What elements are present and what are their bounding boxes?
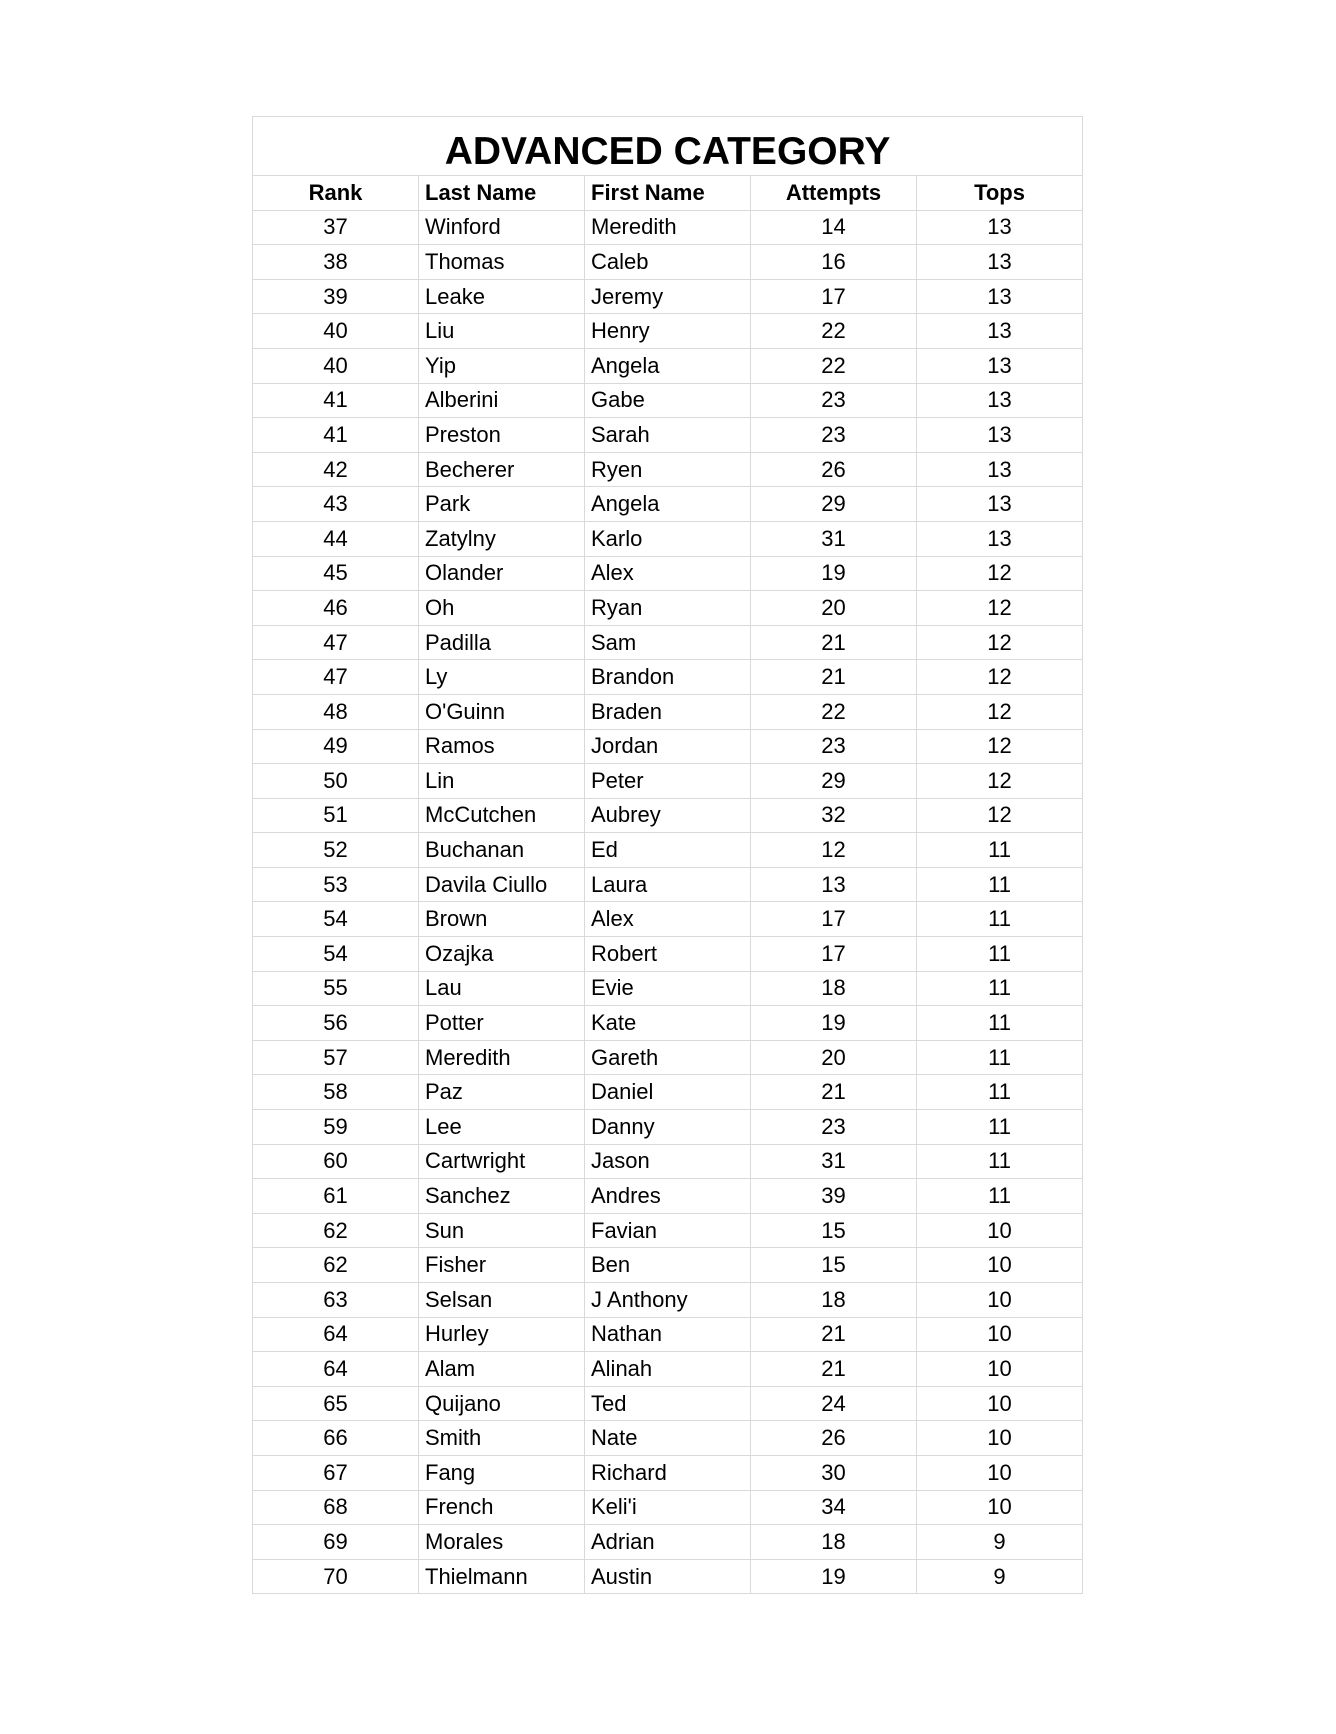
attempts-cell: 21 (751, 625, 917, 660)
table-row (253, 487, 1083, 522)
table-row (253, 764, 1083, 799)
attempts-cell: 23 (751, 729, 917, 764)
last-name-cell: Liu (419, 314, 585, 349)
tops-cell: 12 (917, 798, 1083, 833)
attempts-cell: 20 (751, 591, 917, 626)
first-name-cell: Aubrey (585, 798, 751, 833)
attempts-cell: 32 (751, 798, 917, 833)
table-row (253, 245, 1083, 280)
tops-cell: 10 (917, 1283, 1083, 1318)
table-row (253, 833, 1083, 868)
first-name-cell: Jordan (585, 729, 751, 764)
table-row (253, 210, 1083, 245)
first-name-cell: Gareth (585, 1040, 751, 1075)
first-name-cell: Alinah (585, 1352, 751, 1387)
table-row (253, 902, 1083, 937)
tops-cell: 12 (917, 729, 1083, 764)
attempts-cell: 17 (751, 902, 917, 937)
attempts-cell: 15 (751, 1248, 917, 1283)
first-name-cell: Meredith (585, 210, 751, 245)
attempts-cell: 21 (751, 1352, 917, 1387)
table-row (253, 1386, 1083, 1421)
attempts-cell: 18 (751, 1525, 917, 1560)
rank-cell: 65 (253, 1386, 419, 1421)
rank-cell: 54 (253, 902, 419, 937)
last-name-cell: Padilla (419, 625, 585, 660)
first-name-cell: Brandon (585, 660, 751, 695)
last-name-cell: Lin (419, 764, 585, 799)
header-row (253, 176, 1083, 211)
rank-cell: 53 (253, 867, 419, 902)
table-body (253, 210, 1083, 1594)
attempts-cell: 23 (751, 1110, 917, 1145)
rank-cell: 66 (253, 1421, 419, 1456)
attempts-cell: 39 (751, 1179, 917, 1214)
last-name-cell: Ly (419, 660, 585, 695)
tops-cell: 11 (917, 867, 1083, 902)
last-name-cell: Becherer (419, 452, 585, 487)
table-row (253, 314, 1083, 349)
first-name-cell: Ed (585, 833, 751, 868)
first-name-cell: Danny (585, 1110, 751, 1145)
tops-cell: 11 (917, 1040, 1083, 1075)
attempts-cell: 30 (751, 1455, 917, 1490)
attempts-cell: 22 (751, 314, 917, 349)
attempts-cell: 23 (751, 383, 917, 418)
tops-cell: 12 (917, 556, 1083, 591)
attempts-cell: 16 (751, 245, 917, 280)
rank-cell: 59 (253, 1110, 419, 1145)
last-name-cell: Potter (419, 1006, 585, 1041)
first-name-cell: Daniel (585, 1075, 751, 1110)
rank-cell: 56 (253, 1006, 419, 1041)
last-name-cell: Lee (419, 1110, 585, 1145)
rank-cell: 41 (253, 418, 419, 453)
table-row (253, 418, 1083, 453)
rank-cell: 52 (253, 833, 419, 868)
rank-cell: 46 (253, 591, 419, 626)
tops-cell: 12 (917, 660, 1083, 695)
tops-cell: 10 (917, 1248, 1083, 1283)
tops-cell: 13 (917, 452, 1083, 487)
last-name-cell: Brown (419, 902, 585, 937)
tops-cell: 9 (917, 1525, 1083, 1560)
attempts-cell: 19 (751, 1006, 917, 1041)
table-row (253, 1075, 1083, 1110)
rank-cell: 49 (253, 729, 419, 764)
table-row (253, 1179, 1083, 1214)
attempts-cell: 18 (751, 1283, 917, 1318)
table-row (253, 1352, 1083, 1387)
header-attempts: Attempts (751, 176, 917, 211)
last-name-cell: Fisher (419, 1248, 585, 1283)
table-row (253, 1525, 1083, 1560)
last-name-cell: Hurley (419, 1317, 585, 1352)
last-name-cell: Thielmann (419, 1559, 585, 1594)
tops-cell: 13 (917, 279, 1083, 314)
tops-cell: 9 (917, 1559, 1083, 1594)
last-name-cell: Winford (419, 210, 585, 245)
header-first-name: First Name (585, 176, 751, 211)
last-name-cell: Morales (419, 1525, 585, 1560)
last-name-cell: Fang (419, 1455, 585, 1490)
last-name-cell: Oh (419, 591, 585, 626)
tops-cell: 12 (917, 625, 1083, 660)
rank-cell: 40 (253, 348, 419, 383)
last-name-cell: Alam (419, 1352, 585, 1387)
table-row (253, 1421, 1083, 1456)
rank-cell: 47 (253, 660, 419, 695)
first-name-cell: Braden (585, 694, 751, 729)
first-name-cell: Robert (585, 937, 751, 972)
table-row (253, 1283, 1083, 1318)
rank-cell: 41 (253, 383, 419, 418)
first-name-cell: Sarah (585, 418, 751, 453)
attempts-cell: 14 (751, 210, 917, 245)
first-name-cell: Alex (585, 902, 751, 937)
last-name-cell: O'Guinn (419, 694, 585, 729)
first-name-cell: Gabe (585, 383, 751, 418)
tops-cell: 11 (917, 1179, 1083, 1214)
rank-cell: 54 (253, 937, 419, 972)
rank-cell: 51 (253, 798, 419, 833)
results-table (252, 116, 1083, 1594)
table-row (253, 971, 1083, 1006)
tops-cell: 12 (917, 591, 1083, 626)
rank-cell: 50 (253, 764, 419, 799)
rank-cell: 61 (253, 1179, 419, 1214)
first-name-cell: Angela (585, 487, 751, 522)
table-row (253, 694, 1083, 729)
rank-cell: 39 (253, 279, 419, 314)
last-name-cell: Thomas (419, 245, 585, 280)
tops-cell: 10 (917, 1213, 1083, 1248)
rank-cell: 64 (253, 1317, 419, 1352)
table-row (253, 798, 1083, 833)
last-name-cell: Sun (419, 1213, 585, 1248)
last-name-cell: Davila Ciullo (419, 867, 585, 902)
attempts-cell: 26 (751, 1421, 917, 1456)
table-row (253, 937, 1083, 972)
table-row (253, 625, 1083, 660)
table-row (253, 279, 1083, 314)
tops-cell: 10 (917, 1317, 1083, 1352)
table-row (253, 1559, 1083, 1594)
last-name-cell: French (419, 1490, 585, 1525)
last-name-cell: Lau (419, 971, 585, 1006)
tops-cell: 13 (917, 314, 1083, 349)
last-name-cell: McCutchen (419, 798, 585, 833)
first-name-cell: Adrian (585, 1525, 751, 1560)
attempts-cell: 12 (751, 833, 917, 868)
rank-cell: 48 (253, 694, 419, 729)
tops-cell: 11 (917, 971, 1083, 1006)
rank-cell: 69 (253, 1525, 419, 1560)
table-row (253, 591, 1083, 626)
last-name-cell: Cartwright (419, 1144, 585, 1179)
table-row (253, 556, 1083, 591)
attempts-cell: 22 (751, 694, 917, 729)
rank-cell: 62 (253, 1248, 419, 1283)
rank-cell: 45 (253, 556, 419, 591)
attempts-cell: 24 (751, 1386, 917, 1421)
first-name-cell: Austin (585, 1559, 751, 1594)
rank-cell: 60 (253, 1144, 419, 1179)
table-row (253, 729, 1083, 764)
tops-cell: 10 (917, 1455, 1083, 1490)
attempts-cell: 20 (751, 1040, 917, 1075)
table-row (253, 867, 1083, 902)
tops-cell: 13 (917, 245, 1083, 280)
last-name-cell: Buchanan (419, 833, 585, 868)
rank-cell: 42 (253, 452, 419, 487)
header-last-name: Last Name (419, 176, 585, 211)
attempts-cell: 22 (751, 348, 917, 383)
last-name-cell: Zatylny (419, 521, 585, 556)
last-name-cell: Yip (419, 348, 585, 383)
tops-cell: 13 (917, 418, 1083, 453)
attempts-cell: 19 (751, 556, 917, 591)
first-name-cell: Ryan (585, 591, 751, 626)
title-row (253, 117, 1083, 176)
tops-cell: 13 (917, 521, 1083, 556)
attempts-cell: 23 (751, 418, 917, 453)
tops-cell: 11 (917, 833, 1083, 868)
table-row (253, 1490, 1083, 1525)
tops-cell: 10 (917, 1490, 1083, 1525)
last-name-cell: Selsan (419, 1283, 585, 1318)
last-name-cell: Meredith (419, 1040, 585, 1075)
rank-cell: 67 (253, 1455, 419, 1490)
header-tops: Tops (917, 176, 1083, 211)
table-row (253, 348, 1083, 383)
last-name-cell: Alberini (419, 383, 585, 418)
tops-cell: 10 (917, 1386, 1083, 1421)
last-name-cell: Ozajka (419, 937, 585, 972)
table-row (253, 1317, 1083, 1352)
tops-cell: 11 (917, 1075, 1083, 1110)
first-name-cell: Ben (585, 1248, 751, 1283)
first-name-cell: Favian (585, 1213, 751, 1248)
last-name-cell: Quijano (419, 1386, 585, 1421)
first-name-cell: Evie (585, 971, 751, 1006)
tops-cell: 13 (917, 487, 1083, 522)
rank-cell: 44 (253, 521, 419, 556)
rank-cell: 38 (253, 245, 419, 280)
first-name-cell: J Anthony (585, 1283, 751, 1318)
rank-cell: 63 (253, 1283, 419, 1318)
rank-cell: 43 (253, 487, 419, 522)
table-row (253, 1248, 1083, 1283)
first-name-cell: Laura (585, 867, 751, 902)
first-name-cell: Angela (585, 348, 751, 383)
tops-cell: 10 (917, 1421, 1083, 1456)
first-name-cell: Kate (585, 1006, 751, 1041)
attempts-cell: 19 (751, 1559, 917, 1594)
first-name-cell: Nate (585, 1421, 751, 1456)
attempts-cell: 15 (751, 1213, 917, 1248)
first-name-cell: Ted (585, 1386, 751, 1421)
tops-cell: 13 (917, 210, 1083, 245)
tops-cell: 13 (917, 348, 1083, 383)
table-row (253, 452, 1083, 487)
tops-cell: 11 (917, 902, 1083, 937)
header-rank: Rank (253, 176, 419, 211)
tops-cell: 13 (917, 383, 1083, 418)
first-name-cell: Andres (585, 1179, 751, 1214)
last-name-cell: Sanchez (419, 1179, 585, 1214)
first-name-cell: Sam (585, 625, 751, 660)
table-row (253, 383, 1083, 418)
tops-cell: 11 (917, 1144, 1083, 1179)
tops-cell: 12 (917, 694, 1083, 729)
rank-cell: 55 (253, 971, 419, 1006)
rank-cell: 58 (253, 1075, 419, 1110)
attempts-cell: 17 (751, 279, 917, 314)
table-row (253, 1110, 1083, 1145)
first-name-cell: Keli'i (585, 1490, 751, 1525)
rank-cell: 47 (253, 625, 419, 660)
attempts-cell: 29 (751, 764, 917, 799)
table-row (253, 1006, 1083, 1041)
table-row (253, 1455, 1083, 1490)
first-name-cell: Karlo (585, 521, 751, 556)
last-name-cell: Paz (419, 1075, 585, 1110)
first-name-cell: Jason (585, 1144, 751, 1179)
rank-cell: 57 (253, 1040, 419, 1075)
first-name-cell: Jeremy (585, 279, 751, 314)
rank-cell: 68 (253, 1490, 419, 1525)
results-sheet (252, 116, 1083, 1594)
tops-cell: 11 (917, 937, 1083, 972)
attempts-cell: 21 (751, 1075, 917, 1110)
last-name-cell: Park (419, 487, 585, 522)
attempts-cell: 17 (751, 937, 917, 972)
tops-cell: 12 (917, 764, 1083, 799)
last-name-cell: Smith (419, 1421, 585, 1456)
table-row (253, 1213, 1083, 1248)
attempts-cell: 34 (751, 1490, 917, 1525)
tops-cell: 11 (917, 1110, 1083, 1145)
attempts-cell: 21 (751, 1317, 917, 1352)
rank-cell: 62 (253, 1213, 419, 1248)
first-name-cell: Nathan (585, 1317, 751, 1352)
first-name-cell: Peter (585, 764, 751, 799)
attempts-cell: 31 (751, 1144, 917, 1179)
first-name-cell: Richard (585, 1455, 751, 1490)
table-title: ADVANCED CATEGORY (253, 117, 1083, 176)
last-name-cell: Ramos (419, 729, 585, 764)
table-row (253, 521, 1083, 556)
attempts-cell: 29 (751, 487, 917, 522)
rank-cell: 70 (253, 1559, 419, 1594)
first-name-cell: Caleb (585, 245, 751, 280)
last-name-cell: Leake (419, 279, 585, 314)
table-row (253, 660, 1083, 695)
rank-cell: 40 (253, 314, 419, 349)
table-row (253, 1040, 1083, 1075)
attempts-cell: 26 (751, 452, 917, 487)
attempts-cell: 21 (751, 660, 917, 695)
attempts-cell: 18 (751, 971, 917, 1006)
last-name-cell: Preston (419, 418, 585, 453)
attempts-cell: 31 (751, 521, 917, 556)
first-name-cell: Henry (585, 314, 751, 349)
rank-cell: 64 (253, 1352, 419, 1387)
first-name-cell: Alex (585, 556, 751, 591)
table-row (253, 1144, 1083, 1179)
tops-cell: 11 (917, 1006, 1083, 1041)
last-name-cell: Olander (419, 556, 585, 591)
attempts-cell: 13 (751, 867, 917, 902)
rank-cell: 37 (253, 210, 419, 245)
tops-cell: 10 (917, 1352, 1083, 1387)
first-name-cell: Ryen (585, 452, 751, 487)
